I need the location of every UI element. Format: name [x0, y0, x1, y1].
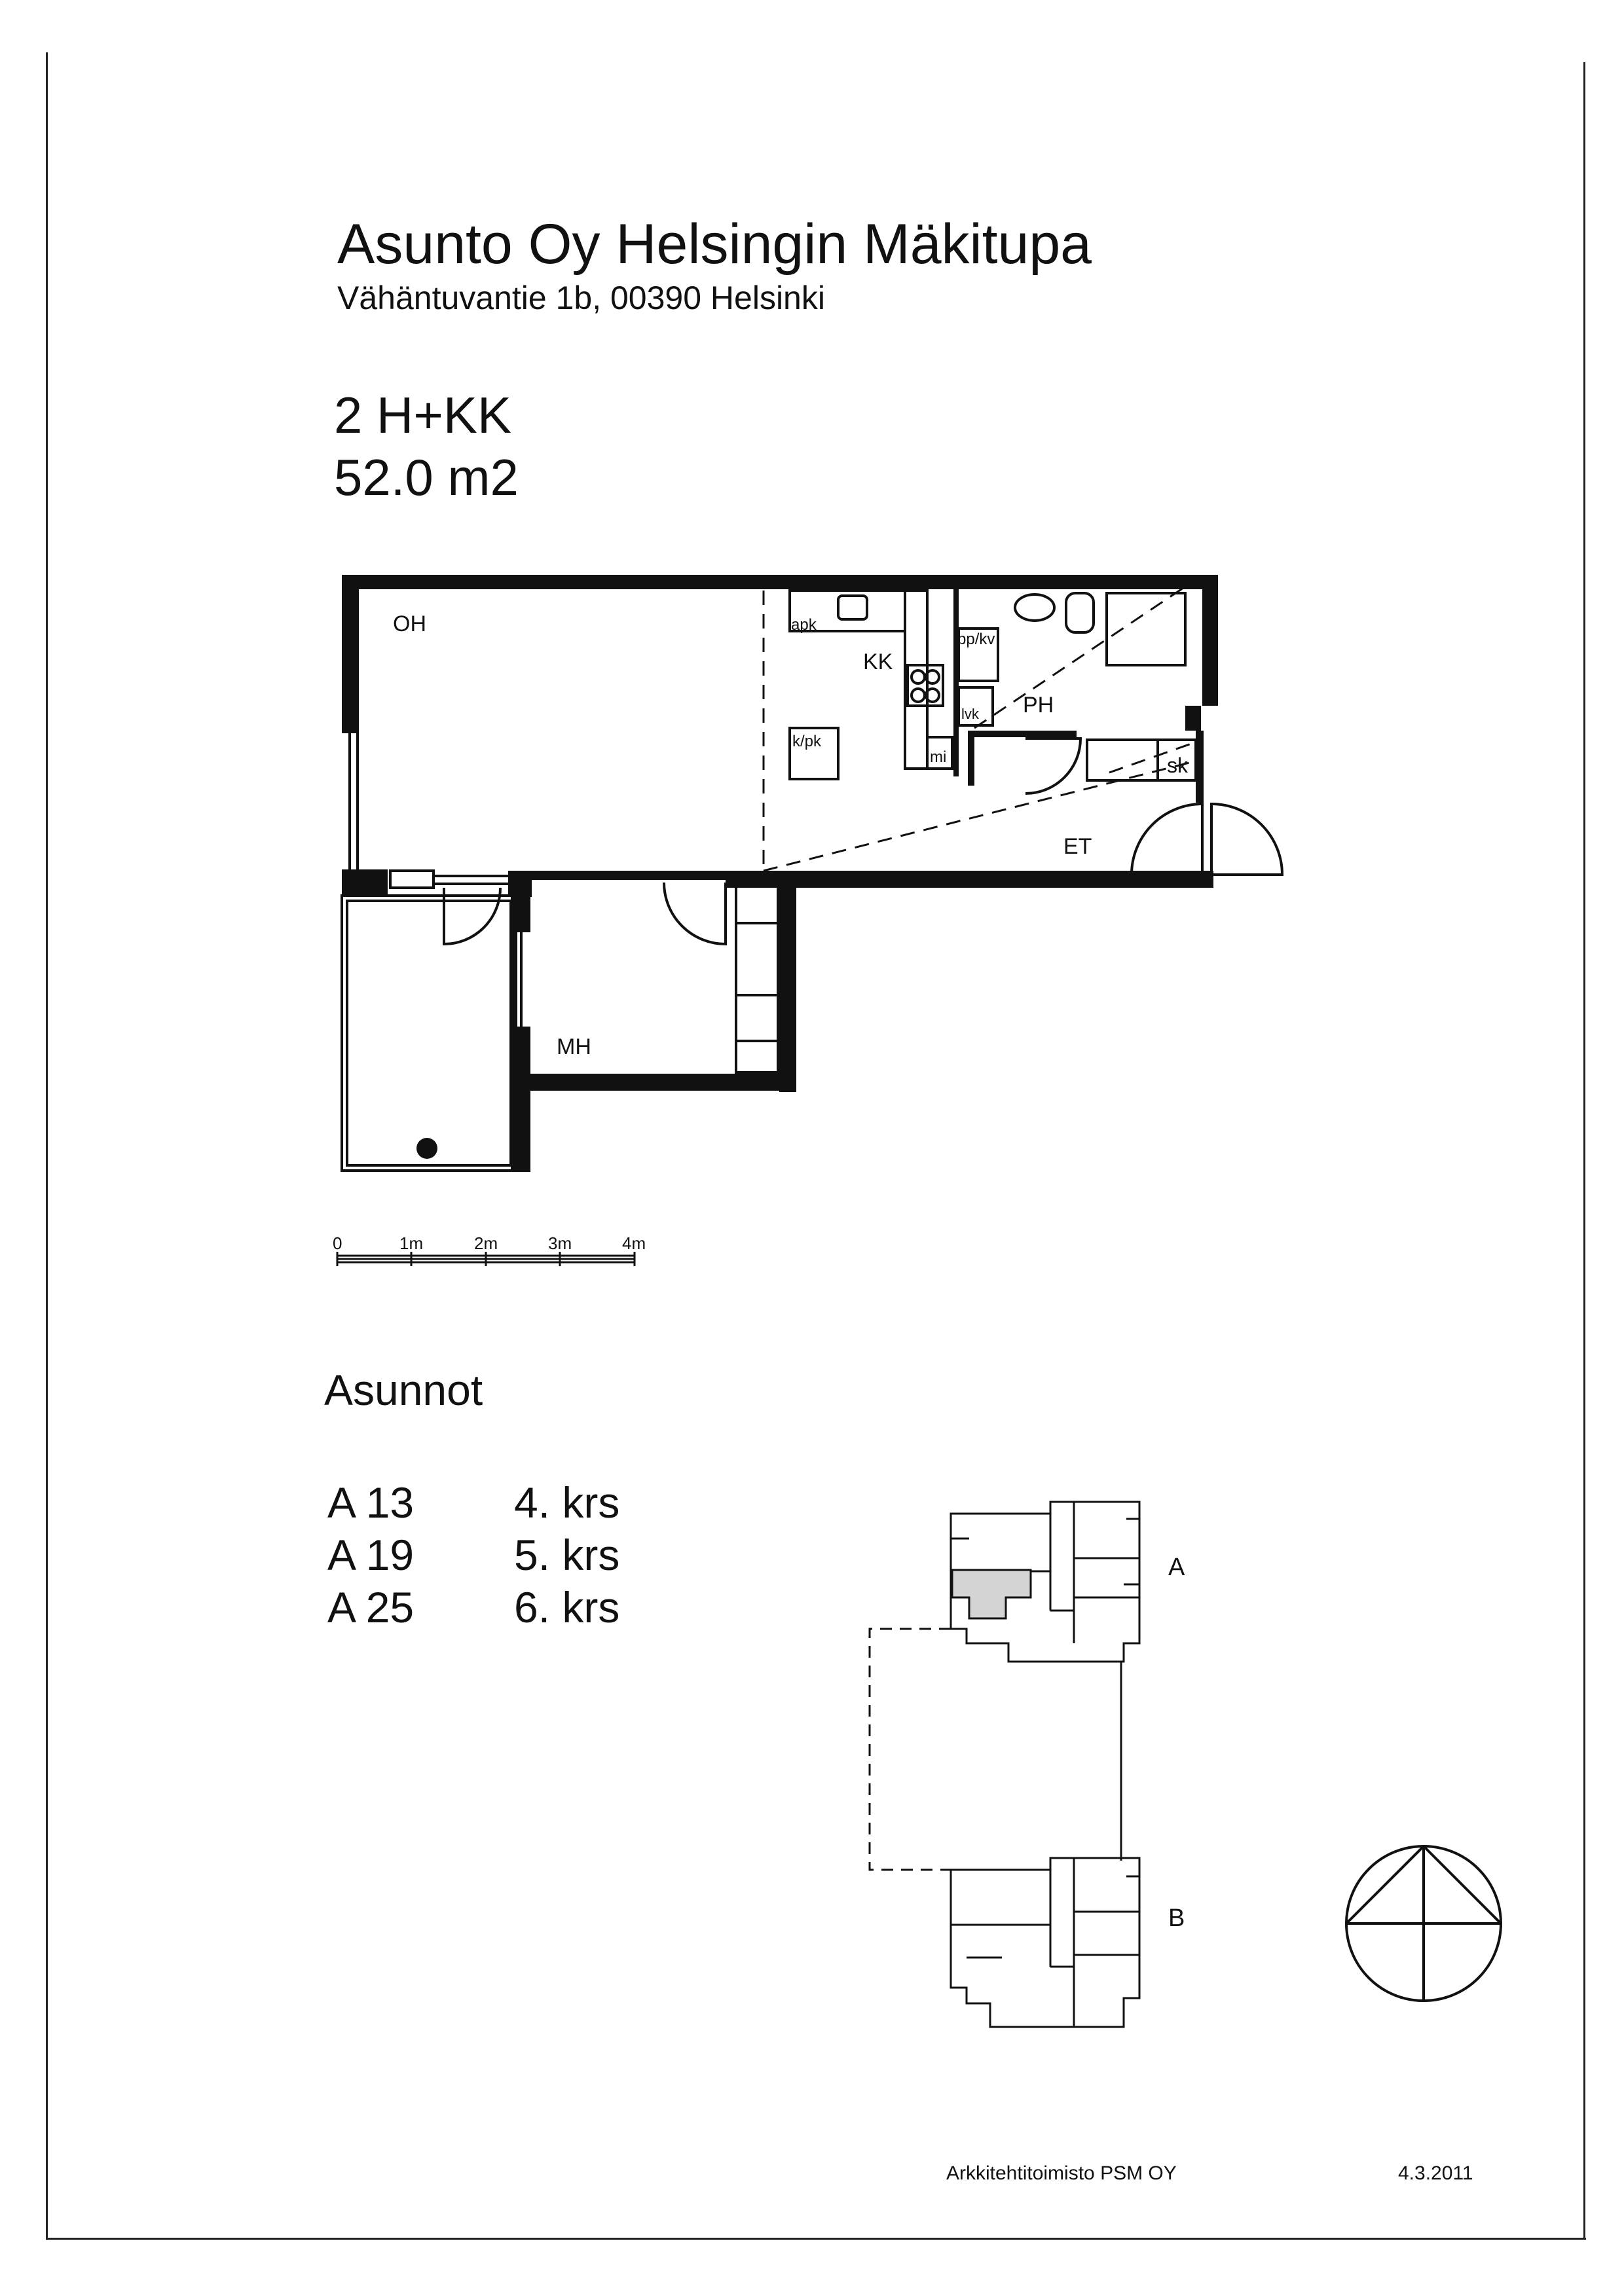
apartment-floor: 6. krs — [514, 1583, 620, 1631]
room-label-mh: MH — [557, 1034, 591, 1059]
fixture-label-apk: apk — [791, 616, 817, 634]
apartment-id: A 13 — [327, 1478, 415, 1527]
room-label-et: ET — [1063, 834, 1092, 859]
fixture-label-sk: sk — [1167, 754, 1188, 777]
room-label-oh: OH — [393, 611, 426, 636]
project-address: Vähäntuvantie 1b, 00390 Helsinki — [337, 280, 825, 316]
apartment-type: 2 H+KK — [334, 386, 511, 444]
document-date: 4.3.2011 — [1398, 2162, 1473, 2184]
room-label-ph: PH — [1023, 693, 1054, 718]
apartment-floor: 4. krs — [514, 1478, 620, 1527]
scale-tick-label: 0 — [333, 1233, 342, 1253]
apartment-id: A 19 — [327, 1531, 415, 1579]
room-label-kk: KK — [863, 649, 893, 674]
architect-office: Arkkitehtitoimisto PSM OY — [946, 2162, 1177, 2184]
project-title: Asunto Oy Helsingin Mäkitupa — [337, 213, 1092, 276]
fixture-label-kpk: k/pk — [792, 733, 822, 750]
fixture-label-ppkv: pp/kv — [957, 630, 995, 648]
apartment-floor: 5. krs — [514, 1531, 620, 1579]
apartment-id: A 25 — [327, 1583, 415, 1631]
fixture-label-lvk: lvk — [961, 706, 979, 722]
building-b-label: B — [1168, 1904, 1185, 1932]
scale-tick-label: 3m — [548, 1233, 572, 1253]
apartment-area: 52.0 m2 — [334, 448, 519, 506]
apartments-heading: Asunnot — [324, 1366, 483, 1414]
fixture-label-mi: mi — [930, 748, 947, 766]
scale-tick-label: 2m — [474, 1233, 498, 1253]
scale-tick-label: 4m — [622, 1233, 646, 1253]
scale-tick-label: 1m — [399, 1233, 424, 1253]
building-a-label: A — [1168, 1554, 1185, 1581]
